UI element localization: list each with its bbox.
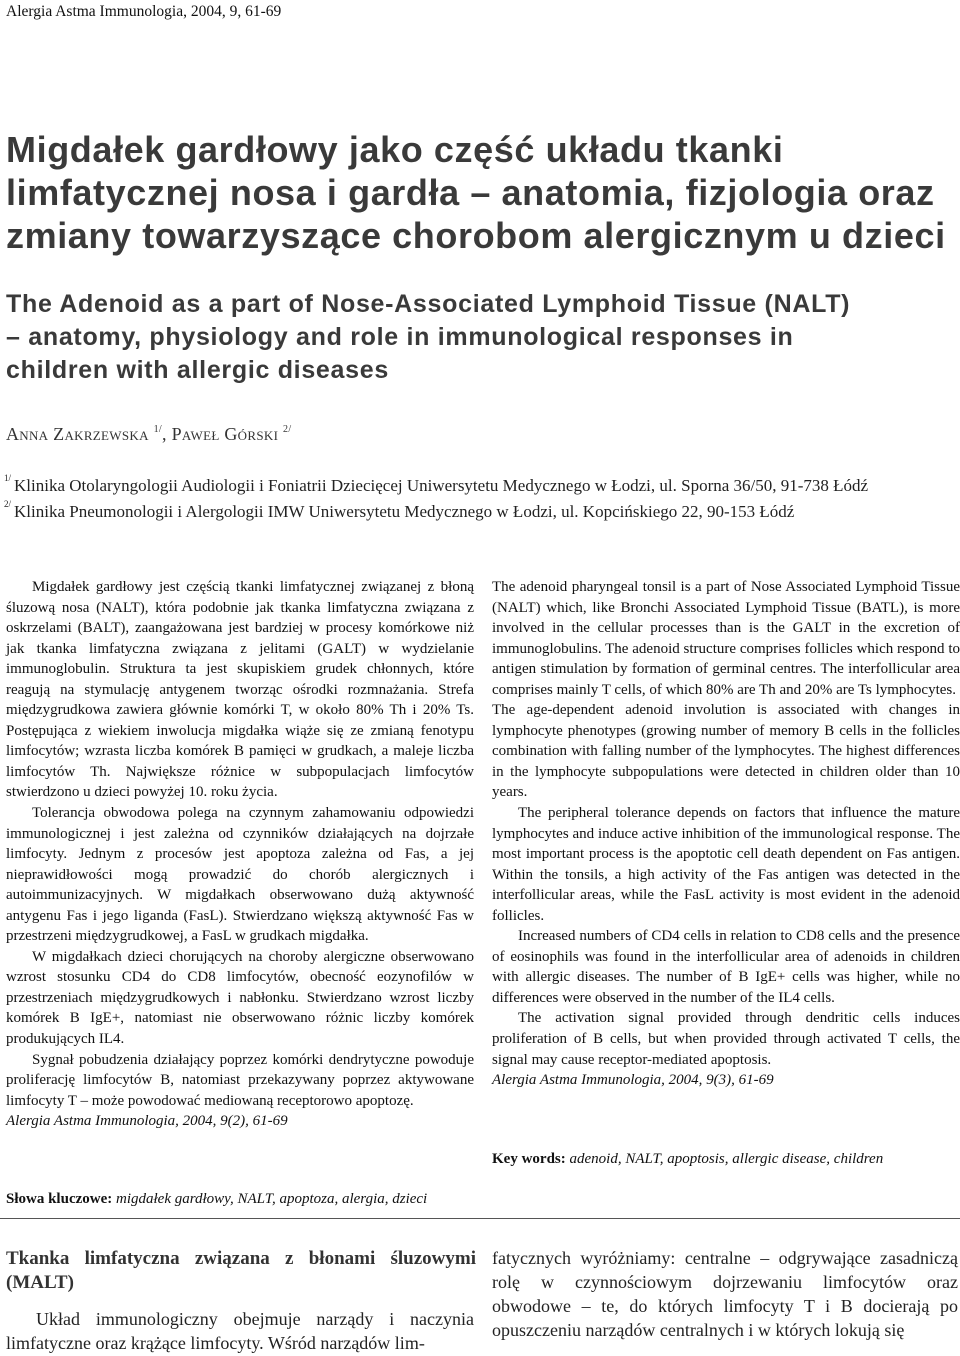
body-paragraph: fatycznych wyróżniamy: centralne – odgrywające zasadniczą rolę w czynnościowym dojrzewaniu limfocytów oraz obwodowe – te, do których limfocyty T i B docierają po opuszczeniu narządów centralnych i w których lokują się <box>492 1248 958 1340</box>
title-en-line: children with allergic diseases <box>6 356 389 384</box>
abstract-paragraph: Tolerancja obwodowa polega na czynnym zahamowaniu odpowiedzi immunologicznej i jest zależna od czynników działających na dojrzałe limfocyty. Jednym z procesów jest apoptoza zależna od Fas, a jej nieprawidłowości mogą prowadzić do chorób alergicznych i autoimmunizacyjnych. W migdałkach obserwowano dużą aktywność antygenu Fas i jego liganda (FasL). Stwierdzano większą aktywność Fas w przestrzeni międzygrudkowej, a FasL w grudkach migdałka. <box>6 805 474 945</box>
body-text-left <box>6 1307 474 1355</box>
abstract-citation: Alergia Astma Immunologia, 2004, 9(3), 61-69 <box>492 1072 774 1089</box>
affiliation-text: Klinika Otolaryngologii Audiologii i Foniatrii Dziecięcej Uniwersytetu Medycznego w Łodzi, ul. Sporna 36/50, 91-738 Łódź <box>14 476 869 495</box>
keywords-label: Key words: <box>492 1151 566 1167</box>
affiliation <box>4 499 794 522</box>
affiliation-marker: 2/ <box>283 424 292 435</box>
abstract-paragraph: The peripheral tolerance depends on factors that influence the mature lymphocytes and induce active inhibition of the immunological response. The most important process is the apoptotic cell death dependent on Fas antigen. Within the tonsils, a high activity of the Fas antigen was detected in the interfollicular areas, while the FasL activity is most evident in the adenoid follicles. <box>492 805 960 924</box>
section-divider <box>0 1218 960 1219</box>
abstract-paragraph: Increased numbers of CD4 cells in relation to CD8 cells and the presence of eosinophils was found in the interfollicular area of adenoids in children with allergic diseases. The number of B IgE+ cells was higher, while no differences were observed in the number of the IL4 cells. <box>492 928 960 1006</box>
section-heading: Tkanka limfatyczna związana z błonami śluzowymi (MALT) <box>6 1248 476 1293</box>
keywords-english <box>492 1151 952 1168</box>
abstract-citation: Alergia Astma Immunologia, 2004, 9(2), 61-69 <box>6 1113 288 1130</box>
body-paragraph: Układ immunologiczny obejmuje narządy i naczynia limfatyczne oraz krążące limfocyty. Wśród narządów lim- <box>6 1309 474 1353</box>
abstract-paragraph: Migdałek gardłowy jest częścią tkanki limfatycznej związanej z błoną śluzową nosa (NALT), która podobnie jak tkanka limfatyczna związana z oskrzelami (BALT), zaangażowana jest bardziej w procesy komórkowe niż jak tkanka limfatyczna związana z jelitami (GALT) w wydzielanie immunoglobulin. Struktura ta jest skupiskiem grudek chłonnych, które reagują na stymulację antygenem tworząc ośrodki rozmnażania. Strefa międzygrudkowa zawiera głównie komórki T, w około 80% Th i 20% Ts. Postępująca z wiekiem inwolucja migdałka wiąże się ze zmianą fenotypu limfocytów; wzrasta liczba komórek B pamięci w grudkach, a maleje liczba limfocytów Th. Największe różnice w subpopulacjach limfocytów stwierdzono u dzieci powyżej 10. roku życia. <box>6 579 474 801</box>
title-en-line: The Adenoid as a part of Nose-Associated Lymphoid Tissue (NALT) <box>6 290 851 318</box>
title-en-line: – anatomy, physiology and role in immunological responses in <box>6 323 794 351</box>
affiliation <box>4 473 868 496</box>
author-name: Paweł Górski <box>171 424 279 444</box>
abstract-paragraph: The age-dependent adenoid involution is associated with changes in lymphocyte phenotypes (growing number of memory B cells in the follicles combination with falling number of the lymphocytes. The highest differences in the lymphocyte subpopulations were detected in children older than 10 years. <box>492 702 960 801</box>
abstract-paragraph: The adenoid pharyngeal tonsil is a part of Nose Associated Lymphoid Tissue (NALT) which, like Bronchi Associated Lymphoid Tissue (BATL), is more involved in the cellular processes than is the GALT in the excretion of immunoglobulins. The adenoid structure comprises follicles which respond to antigen stimulation by formation of germinal centres. The interfollicular area comprises mainly T cells, of which 80% are Th and 20% are Ts lymphocytes. <box>492 579 960 698</box>
affiliation-number: 2/ <box>4 499 12 509</box>
author-name: Anna Zakrzewska <box>6 424 149 444</box>
affiliation-number: 1/ <box>4 473 12 483</box>
journal-header: Alergia Astma Immunologia, 2004, 9, 61-69 <box>6 3 282 20</box>
keywords-text: migdałek gardłowy, NALT, apoptoza, alergia, dzieci <box>116 1191 428 1207</box>
title-pl-line: Migdałek gardłowy jako część układu tkanki <box>6 129 784 170</box>
title-english <box>6 288 956 387</box>
abstract-paragraph: W migdałkach dzieci chorujących na choroby alergiczne obserwowano wzrost stosunku CD4 do CD8 limfocytów, obecność eozynofilów w przestrzeniach międzygrudkowych i nabłonku. Stwierdzano wzrost liczby komórek B IgE+, natomiast nie obserwowano różnic liczby komórek produkujących IL4. <box>6 948 474 1048</box>
abstract-paragraph: The activation signal provided through dendritic cells induces proliferation of B cells, but when provided through activated T cells, the signal may cause receptor-mediated apoptosis. <box>492 1010 960 1068</box>
body-text-right <box>492 1246 958 1342</box>
author-separator: , <box>161 424 172 444</box>
affiliation-marker: 1/ <box>153 424 162 435</box>
keywords-polish <box>6 1191 476 1208</box>
title-polish <box>6 128 946 257</box>
keywords-text: adenoid, NALT, apoptosis, allergic disease, children <box>569 1151 884 1167</box>
title-pl-line: zmiany towarzyszące chorobom alergicznym u dzieci <box>6 215 946 256</box>
authors <box>6 424 291 445</box>
affiliation-text: Klinika Pneumonologii i Alergologii IMW Uniwersytetu Medycznego w Łodzi, ul. Kopcińskiego 22, 90-153 Łódź <box>14 502 795 521</box>
keywords-label: Słowa kluczowe: <box>6 1191 113 1207</box>
abstract-english <box>492 577 960 1091</box>
abstract-paragraph: Sygnał pobudzenia działający poprzez komórki dendrytyczne powoduje proliferację limfocytów B, natomiast przekazywany poprzez aktywowane limfocyty T – może powodować mediowaną receptorowo apoptozę. <box>6 1051 474 1109</box>
title-pl-line: limfatycznej nosa i gardła – anatomia, fizjologia oraz <box>6 172 935 213</box>
abstract-polish <box>6 577 474 1132</box>
